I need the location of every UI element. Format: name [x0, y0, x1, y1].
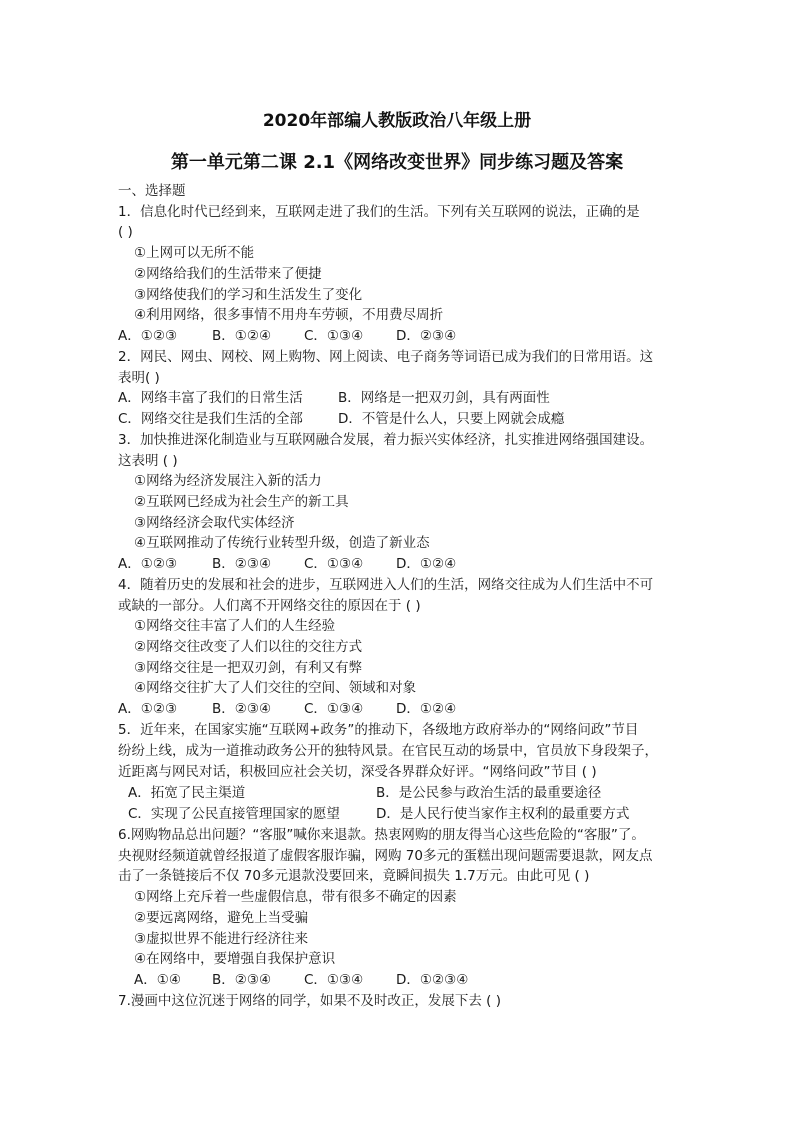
question-2-stem-cont: 表明( ): [118, 370, 160, 386]
document-subtitle: 第一单元第二课 2.1《网络改变世界》同步练习题及答案: [170, 152, 624, 173]
question-4-option-b: B．②③④: [212, 701, 272, 717]
question-2-option-a: A．网络丰富了我们的日常生活: [118, 390, 303, 406]
question-6-option-d: D．①②③④: [396, 972, 469, 988]
question-6-item: ②要远离网络，避免上当受骗: [134, 910, 309, 926]
question-5-option-d: D．是人民行使当家作主权利的最重要方式: [376, 806, 630, 822]
question-3-option-c: C．①③④: [304, 556, 364, 572]
question-5-stem: 5．近年来，在国家实施“互联网+政务”的推动下，各级地方政府举办的“网络问政”节目: [118, 722, 639, 738]
question-4-option-d: D．①②④: [396, 701, 457, 717]
question-3-option-d: D．①②④: [396, 556, 457, 572]
question-2-stem: 2．网民、网虫、网校、网上购物、网上阅读、电子商务等词语已成为我们的日常用语。这: [118, 349, 654, 365]
question-6-option-a: A．①④: [134, 972, 181, 988]
question-3-stem: 3．加快推进深化制造业与互联网融合发展，着力振兴实体经济，扎实推进网络强国建设。: [118, 432, 654, 448]
question-4-stem-cont: 或缺的一部分。人们离不开网络交往的原因在于 ( ): [118, 598, 421, 614]
question-7-stem: 7.漫画中这位沉迷于网络的同学，如果不及时改正，发展下去 ( ): [118, 993, 501, 1009]
question-5-stem-cont: 近距离与网民对话，积极回应社会关切，深受各界群众好评。“网络问政”节目 ( ): [118, 764, 597, 780]
question-4-option-c: C．①③④: [304, 701, 364, 717]
question-1-item: ②网络给我们的生活带来了便捷: [134, 266, 322, 282]
question-5-option-c: C．实现了公民直接管理国家的愿望: [128, 806, 340, 822]
question-3-option-a: A．①②③: [118, 556, 178, 572]
question-5-option-b: B．是公民参与政治生活的最重要途径: [376, 785, 602, 801]
question-3-item: ②互联网已经成为社会生产的新工具: [134, 494, 349, 510]
question-2-option-b: B．网络是一把双刃剑，具有两面性: [338, 390, 550, 406]
question-6-stem-cont: 央视财经频道就曾经报道了虚假客服诈骗，网购 70多元的蛋糕出现问题需要退款，网友点: [118, 848, 653, 864]
question-1-blank: ( ): [118, 224, 133, 240]
question-1-option-b: B．①②④: [212, 328, 272, 344]
question-6-item: ①网络上充斥着一些虚假信息，带有很多不确定的因素: [134, 889, 457, 905]
question-2-option-c: C．网络交往是我们生活的全部: [118, 411, 303, 427]
question-3-item: ①网络为经济发展注入新的活力: [134, 473, 322, 489]
question-6-stem: 6.网购物品总出问题？“客服”喊你来退款。热衷网购的朋友得当心这些危险的“客服”了。: [118, 827, 645, 843]
question-4-stem: 4．随着历史的发展和社会的进步，互联网进入人们的生活，网络交往成为人们生活中不可: [118, 577, 654, 593]
question-3-stem-cont: 这表明 ( ): [118, 453, 178, 469]
question-6-item: ③虚拟世界不能进行经济往来: [134, 931, 309, 947]
question-1-stem: 1．信息化时代已经到来，互联网走进了我们的生活。下列有关互联网的说法，正确的是: [118, 204, 640, 220]
question-6-option-b: B．②③④: [212, 972, 272, 988]
question-4-item: ②网络交往改变了人们以往的交往方式: [134, 639, 363, 655]
question-1-item: ①上网可以无所不能: [134, 245, 255, 261]
question-5-option-a: A．拓宽了民主渠道: [128, 785, 246, 801]
question-6-item: ④在网络中，要增强自我保护意识: [134, 951, 336, 967]
question-1-option-d: D．②③④: [396, 328, 457, 344]
question-1-item: ④利用网络，很多事情不用舟车劳顿，不用费尽周折: [134, 307, 444, 323]
document-title: 2020年部编人教版政治八年级上册: [262, 111, 532, 131]
question-4-item: ①网络交往丰富了人们的人生经验: [134, 618, 336, 634]
question-1-item: ③网络使我们的学习和生活发生了变化: [134, 287, 363, 303]
question-6-stem-cont: 击了一条链接后不仅 70多元退款没要回来，竟瞬间损失 1.7万元。由此可见 ( ): [118, 868, 590, 884]
question-5-stem-cont: 纷纷上线，成为一道推动政务公开的独特风景。在官民互动的场景中，官员放下身段架子，: [118, 743, 658, 759]
section-heading: 一、选择题: [118, 183, 186, 199]
question-3-option-b: B．②③④: [212, 556, 272, 572]
question-3-item: ③网络经济会取代实体经济: [134, 515, 295, 531]
question-6-option-c: C．①③④: [304, 972, 364, 988]
question-4-item: ③网络交往是一把双刃剑，有利又有弊: [134, 660, 363, 676]
question-1-option-c: C．①③④: [304, 328, 364, 344]
question-3-item: ④互联网推动了传统行业转型升级，创造了新业态: [134, 535, 430, 551]
question-4-option-a: A．①②③: [118, 701, 178, 717]
question-4-item: ④网络交往扩大了人们交往的空间、领域和对象: [134, 680, 417, 696]
question-1-option-a: A．①②③: [118, 328, 178, 344]
question-2-option-d: D．不管是什么人，只要上网就会成瘾: [338, 411, 565, 427]
